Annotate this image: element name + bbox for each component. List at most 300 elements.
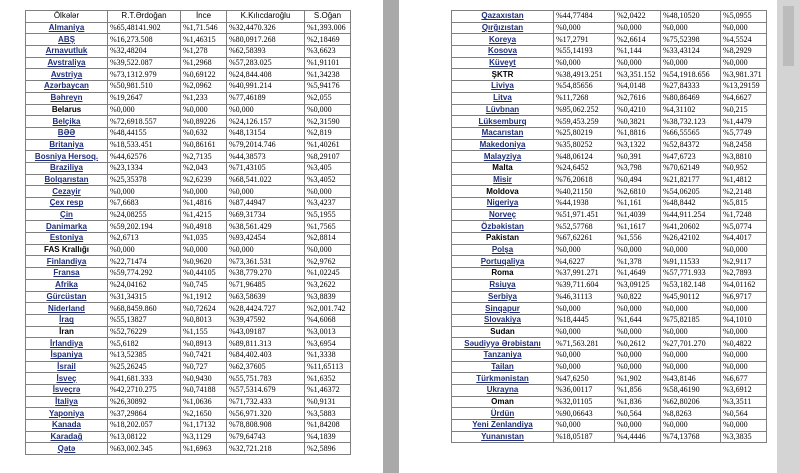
table-row (452, 408, 767, 420)
value-cell: %1,556 (615, 233, 661, 245)
value-cell: %3,09125 (615, 279, 661, 291)
table-row (26, 186, 351, 198)
value-cell: %1,4649 (615, 268, 661, 280)
country-cell[interactable]: Misir (452, 174, 554, 186)
country-cell[interactable]: Qırğızıstan (452, 22, 554, 34)
value-cell: %1,144 (615, 46, 661, 58)
value-cell: %0,000 (554, 57, 615, 69)
country-cell[interactable]: Norveç (452, 209, 554, 221)
value-cell: %3,8810 (721, 151, 767, 163)
table-header-row (26, 11, 351, 23)
table-row (452, 127, 767, 139)
value-cell: %11,65113 (305, 361, 351, 373)
header-ogan: S.Oğan (305, 11, 351, 23)
value-cell: %0,745 (181, 279, 227, 291)
country-cell[interactable]: Arnavutluk (26, 46, 108, 58)
value-cell: %18,05187 (554, 431, 615, 443)
value-cell: %0,000 (181, 244, 227, 256)
value-cell: %0,000 (554, 22, 615, 34)
value-cell: %62,37605 (227, 361, 305, 373)
table-row (26, 233, 351, 245)
value-cell: %0,000 (227, 244, 305, 256)
table-row (26, 46, 351, 58)
value-cell: %0,000 (108, 186, 181, 198)
table-row (26, 349, 351, 361)
value-cell: %47,6723 (661, 151, 721, 163)
document-page-right (399, 0, 777, 473)
country-cell[interactable]: İspaniya (26, 349, 108, 361)
value-cell: %26,42102 (661, 233, 721, 245)
value-cell: %0,3821 (615, 116, 661, 128)
value-cell: %55,14193 (554, 46, 615, 58)
country-cell[interactable]: Lüvbnan (452, 104, 554, 116)
header-countries: Ölkələr (26, 11, 108, 23)
value-cell: %0,4210 (615, 104, 661, 116)
value-cell: %75,52398 (661, 34, 721, 46)
value-cell: %2,9762 (305, 256, 351, 268)
country-cell[interactable]: Polşa (452, 244, 554, 256)
country-cell[interactable]: Lüksemburq (452, 116, 554, 128)
value-cell: %52,84372 (661, 139, 721, 151)
table-row (26, 34, 351, 46)
country-cell[interactable]: Ürdün (452, 408, 554, 420)
country-cell[interactable]: ABŞ (26, 34, 108, 46)
table-row (452, 11, 767, 23)
country-cell[interactable]: Yaponiya (26, 408, 108, 420)
table-row (26, 373, 351, 385)
results-table-left (25, 10, 351, 455)
country-cell[interactable]: Slovakiya (452, 314, 554, 326)
value-cell: %0,000 (721, 420, 767, 432)
value-cell: %3,1129 (181, 431, 227, 443)
value-cell: %39,47592 (227, 314, 305, 326)
country-cell[interactable]: Küveyt (452, 57, 554, 69)
value-cell: %0,000 (721, 57, 767, 69)
value-cell: %0,000 (227, 104, 305, 116)
value-cell: %0,44105 (181, 268, 227, 280)
table-row (452, 431, 767, 443)
value-cell: %62,80206 (661, 396, 721, 408)
value-cell: %57,771.933 (661, 268, 721, 280)
value-cell: %11,7268 (554, 92, 615, 104)
value-cell: %21,82177 (661, 174, 721, 186)
country-cell[interactable]: Avstraliya (26, 57, 108, 69)
value-cell: %1,8816 (615, 127, 661, 139)
value-cell: %1,233 (181, 92, 227, 104)
value-cell: %0,727 (181, 361, 227, 373)
table-row (26, 361, 351, 373)
value-cell: %1,836 (615, 396, 661, 408)
value-cell: %1,46372 (305, 385, 351, 397)
country-cell[interactable]: Liviya (452, 81, 554, 93)
value-cell: %79,64743 (227, 431, 305, 443)
table-row (452, 349, 767, 361)
country-cell[interactable]: Belçika (26, 116, 108, 128)
value-cell: %35,80252 (554, 139, 615, 151)
value-cell: %3,6954 (305, 338, 351, 350)
table-row (26, 314, 351, 326)
value-cell: %1,4812 (721, 174, 767, 186)
country-cell[interactable]: Kanada (26, 420, 108, 432)
value-cell: %1,17132 (181, 420, 227, 432)
country-cell[interactable]: Nigeriya (452, 198, 554, 210)
value-cell: %37,29864 (108, 408, 181, 420)
value-cell: %0,000 (615, 326, 661, 338)
value-cell: %0,4918 (181, 221, 227, 233)
value-cell: %0,000 (721, 361, 767, 373)
country-cell[interactable]: Litva (452, 92, 554, 104)
country-cell[interactable]: Çin (26, 209, 108, 221)
table-row (452, 279, 767, 291)
value-cell: %3,6912 (721, 385, 767, 397)
value-cell: %1,34238 (305, 69, 351, 81)
country-cell[interactable]: İsrail (26, 361, 108, 373)
value-cell: %3,4237 (305, 198, 351, 210)
country-cell[interactable]: Karadağ (26, 431, 108, 443)
table-row (452, 162, 767, 174)
value-cell: %75,82185 (661, 314, 721, 326)
table-row (452, 338, 767, 350)
value-cell: %13,52385 (108, 349, 181, 361)
value-cell: %6,9717 (721, 291, 767, 303)
country-cell[interactable]: Türkmənistan (452, 373, 554, 385)
value-cell: %44,62576 (108, 151, 181, 163)
value-cell: %27,84333 (661, 81, 721, 93)
table-row (26, 151, 351, 163)
value-cell: %2,8814 (305, 233, 351, 245)
country-cell[interactable]: Tanzaniya (452, 349, 554, 361)
results-table-right (451, 10, 767, 443)
table-row (452, 104, 767, 116)
table-row (452, 92, 767, 104)
country-cell[interactable]: Yeni Zenlandiya (452, 420, 554, 432)
value-cell: %25,35378 (108, 174, 181, 186)
value-cell: %0,494 (615, 174, 661, 186)
country-cell[interactable]: Səudiyyə Ərəbistanı (452, 338, 554, 350)
value-cell: %0,4822 (721, 338, 767, 350)
value-cell: %24,08255 (108, 209, 181, 221)
value-cell: %36,00117 (554, 385, 615, 397)
country-cell[interactable]: Tailan (452, 361, 554, 373)
value-cell: %0,8913 (181, 338, 227, 350)
value-cell: %1,035 (181, 233, 227, 245)
country-cell[interactable]: Yunanıstan (452, 431, 554, 443)
table-row (452, 209, 767, 221)
value-cell: %3,2622 (305, 279, 351, 291)
table-row (26, 385, 351, 397)
value-cell: %13,08122 (108, 431, 181, 443)
country-cell[interactable]: Bolqarıstan (26, 174, 108, 186)
value-cell: %8,2929 (721, 46, 767, 58)
value-cell: %4,1010 (721, 314, 767, 326)
value-cell: %0,000 (615, 57, 661, 69)
table-row (452, 420, 767, 432)
value-cell: %3,351.152 (615, 69, 661, 81)
value-cell: %1,6963 (181, 443, 227, 455)
value-cell: %4,5524 (721, 34, 767, 46)
country-cell[interactable]: İsveç (26, 373, 108, 385)
value-cell: %0,000 (181, 104, 227, 116)
value-cell: %27,701.270 (661, 338, 721, 350)
country-cell[interactable]: Finlandiya (26, 256, 108, 268)
table-row (452, 139, 767, 151)
value-cell: %80,0917.268 (227, 34, 305, 46)
country-cell[interactable]: Afrika (26, 279, 108, 291)
country-cell[interactable]: Avstriya (26, 69, 108, 81)
value-cell: %59,202.194 (108, 221, 181, 233)
country-cell[interactable]: Estoniya (26, 233, 108, 245)
value-cell: %2,819 (305, 127, 351, 139)
table-row (26, 326, 351, 338)
table-row (26, 174, 351, 186)
value-cell: %31,34315 (108, 291, 181, 303)
country-cell[interactable]: BƏƏ (26, 127, 108, 139)
country-cell[interactable]: Kosova (452, 46, 554, 58)
value-cell: %80,86469 (661, 92, 721, 104)
country-cell[interactable]: Danimarka (26, 221, 108, 233)
value-cell: %1,7248 (721, 209, 767, 221)
header-kilicdaroglu: K.Kılıcdaroğlu (227, 11, 305, 23)
value-cell: %0,000 (108, 104, 181, 116)
value-cell: %3,0013 (305, 326, 351, 338)
country-cell[interactable]: Fransa (26, 268, 108, 280)
value-cell: %0,89226 (181, 116, 227, 128)
country-cell[interactable]: İrlandiya (26, 338, 108, 350)
table-row (452, 57, 767, 69)
value-cell: %2,6614 (615, 34, 661, 46)
country-cell[interactable]: Azərbaycan (26, 81, 108, 93)
value-cell: %0,000 (305, 186, 351, 198)
value-cell: %0,000 (721, 349, 767, 361)
value-cell: %37,991.271 (554, 268, 615, 280)
value-cell: %0,000 (108, 244, 181, 256)
value-cell: %22,71474 (108, 256, 181, 268)
country-cell[interactable]: Makedoniya (452, 139, 554, 151)
value-cell: %76,20618 (554, 174, 615, 186)
value-cell: %2,043 (181, 162, 227, 174)
value-cell: %0,9620 (181, 256, 227, 268)
value-cell: %2,7893 (721, 268, 767, 280)
country-cell[interactable]: Malayziya (452, 151, 554, 163)
table-row (452, 46, 767, 58)
value-cell: %54,85656 (554, 81, 615, 93)
table-row (452, 34, 767, 46)
value-cell: %0,215 (721, 104, 767, 116)
country-cell[interactable]: İsveçrə (26, 385, 108, 397)
table-row (452, 396, 767, 408)
value-cell: %39,522.087 (108, 57, 181, 69)
value-cell: %48,10520 (661, 11, 721, 23)
value-cell: %8,2458 (721, 139, 767, 151)
value-cell: %0,000 (615, 349, 661, 361)
country-cell: ŞKTR (452, 69, 554, 81)
value-cell: %3,1322 (615, 139, 661, 151)
value-cell: %1,644 (615, 314, 661, 326)
value-cell: %2,7135 (181, 151, 227, 163)
table-row (26, 127, 351, 139)
table-row (452, 291, 767, 303)
value-cell: %0,72624 (181, 303, 227, 315)
table-row (452, 221, 767, 233)
table-row (452, 326, 767, 338)
value-cell: %0,000 (615, 303, 661, 315)
value-cell: %3,6623 (305, 46, 351, 58)
country-cell[interactable]: Niderland (26, 303, 108, 315)
value-cell: %90,06643 (554, 408, 615, 420)
table-row (452, 268, 767, 280)
country-cell[interactable]: Çex resp (26, 198, 108, 210)
value-cell: %3,8839 (305, 291, 351, 303)
value-cell: %62,58393 (227, 46, 305, 58)
value-cell: %45,90112 (661, 291, 721, 303)
country-cell[interactable]: Sinqapur (452, 303, 554, 315)
value-cell: %5,6182 (108, 338, 181, 350)
value-cell: %38,561.429 (227, 221, 305, 233)
country-cell[interactable]: Cezayir (26, 186, 108, 198)
country-cell[interactable]: Serbiya (452, 291, 554, 303)
value-cell: %1,4816 (181, 198, 227, 210)
country-cell[interactable]: Qazaxıstan (452, 11, 554, 23)
table-row (452, 233, 767, 245)
value-cell: %43,09187 (227, 326, 305, 338)
scrollbar-thumb[interactable] (783, 6, 794, 66)
value-cell: %0,000 (554, 361, 615, 373)
value-cell: %5,0955 (721, 11, 767, 23)
value-cell: %66,55565 (661, 127, 721, 139)
country-cell[interactable]: Koreya (452, 34, 554, 46)
value-cell: %2,1650 (181, 408, 227, 420)
value-cell: %1,40261 (305, 139, 351, 151)
value-cell: %84,402.403 (227, 349, 305, 361)
table-row (452, 186, 767, 198)
value-cell: %4,6068 (305, 314, 351, 326)
country-cell[interactable]: Portuqaliya (452, 256, 554, 268)
value-cell: %24,6452 (554, 162, 615, 174)
value-cell: %89,811.313 (227, 338, 305, 350)
value-cell: %51,971.451 (554, 209, 615, 221)
value-cell: %3,5883 (305, 408, 351, 420)
value-cell: %24,04162 (108, 279, 181, 291)
value-cell: %68,541.022 (227, 174, 305, 186)
document-page-left (0, 0, 383, 473)
country-cell[interactable]: İraq (26, 314, 108, 326)
value-cell: %26,30892 (108, 396, 181, 408)
table-row (452, 244, 767, 256)
country-cell[interactable]: Ukrayna (452, 385, 554, 397)
value-cell: %25,80219 (554, 127, 615, 139)
country-cell[interactable]: Bosniya Hersoq. (26, 151, 108, 163)
value-cell: %0,000 (615, 22, 661, 34)
value-cell: %0,000 (721, 244, 767, 256)
table-row (26, 81, 351, 93)
table-row (452, 69, 767, 81)
country-cell: Moldova (452, 186, 554, 198)
value-cell: %4,6227 (554, 256, 615, 268)
header-erdogan: R.T.Ərdoğan (108, 11, 181, 23)
value-cell: %0,8013 (181, 314, 227, 326)
country-cell[interactable]: Braziliya (26, 162, 108, 174)
value-cell: %0,952 (721, 162, 767, 174)
table-row (26, 256, 351, 268)
value-cell: %1,902 (615, 373, 661, 385)
value-cell: %1,4039 (615, 209, 661, 221)
table-row (452, 303, 767, 315)
value-cell: %58,46190 (661, 385, 721, 397)
table-row (452, 385, 767, 397)
value-cell: %0,2612 (615, 338, 661, 350)
vertical-scrollbar[interactable] (777, 0, 800, 473)
value-cell: %54,06205 (661, 186, 721, 198)
value-cell: %0,000 (721, 326, 767, 338)
value-cell: %53,182.148 (661, 279, 721, 291)
country-cell[interactable]: Qətə (26, 443, 108, 455)
page-gutter (383, 0, 399, 473)
value-cell: %70,62149 (661, 162, 721, 174)
country-cell[interactable]: İtaliya (26, 396, 108, 408)
value-cell: %44,77484 (554, 11, 615, 23)
value-cell: %71,43105 (227, 162, 305, 174)
table-row (26, 279, 351, 291)
country-cell[interactable]: Britaniya (26, 139, 108, 151)
value-cell: %0,000 (305, 104, 351, 116)
value-cell: %3,3511 (721, 396, 767, 408)
value-cell: %5,94176 (305, 81, 351, 93)
value-cell: %2,055 (305, 92, 351, 104)
country-cell: Sudan (452, 326, 554, 338)
country-cell[interactable]: Özbəkistan (452, 221, 554, 233)
country-cell[interactable]: Gürcüstan (26, 291, 108, 303)
value-cell: %4,0148 (615, 81, 661, 93)
country-cell: Pakistan (452, 233, 554, 245)
value-cell: %59,774.292 (108, 268, 181, 280)
country-cell[interactable]: Almaniya (26, 22, 108, 34)
value-cell: %74,13768 (661, 431, 721, 443)
value-cell: %2,18469 (305, 34, 351, 46)
value-cell: %44,911.254 (661, 209, 721, 221)
value-cell: %4,1839 (305, 431, 351, 443)
value-cell: %41,20602 (661, 221, 721, 233)
value-cell: %0,000 (661, 22, 721, 34)
table-row (452, 314, 767, 326)
country-cell[interactable]: Bəhreyn (26, 92, 108, 104)
value-cell: %40,21150 (554, 186, 615, 198)
value-cell: %0,564 (721, 408, 767, 420)
country-cell[interactable]: Macarıstan (452, 127, 554, 139)
country-cell[interactable]: Rsiuya (452, 279, 554, 291)
value-cell: %44,38573 (227, 151, 305, 163)
value-cell: %32,4470.326 (227, 22, 305, 34)
value-cell: %18,533.451 (108, 139, 181, 151)
value-cell: %2,7616 (615, 92, 661, 104)
value-cell: %1,278 (181, 46, 227, 58)
table-row (26, 338, 351, 350)
value-cell: %44,1938 (554, 198, 615, 210)
value-cell: %0,000 (554, 244, 615, 256)
value-cell: %57,5314.679 (227, 385, 305, 397)
value-cell: %1,2968 (181, 57, 227, 69)
table-row (452, 116, 767, 128)
value-cell: %0,000 (721, 303, 767, 315)
value-cell: %32,721.218 (227, 443, 305, 455)
value-cell: %1,4479 (721, 116, 767, 128)
value-cell: %69,31734 (227, 209, 305, 221)
value-cell: %87,44947 (227, 198, 305, 210)
value-cell: %1,7565 (305, 221, 351, 233)
value-cell: %39,711.604 (554, 279, 615, 291)
table-row (452, 81, 767, 93)
country-cell: Belarus (26, 104, 108, 116)
country-cell: Malta (452, 162, 554, 174)
